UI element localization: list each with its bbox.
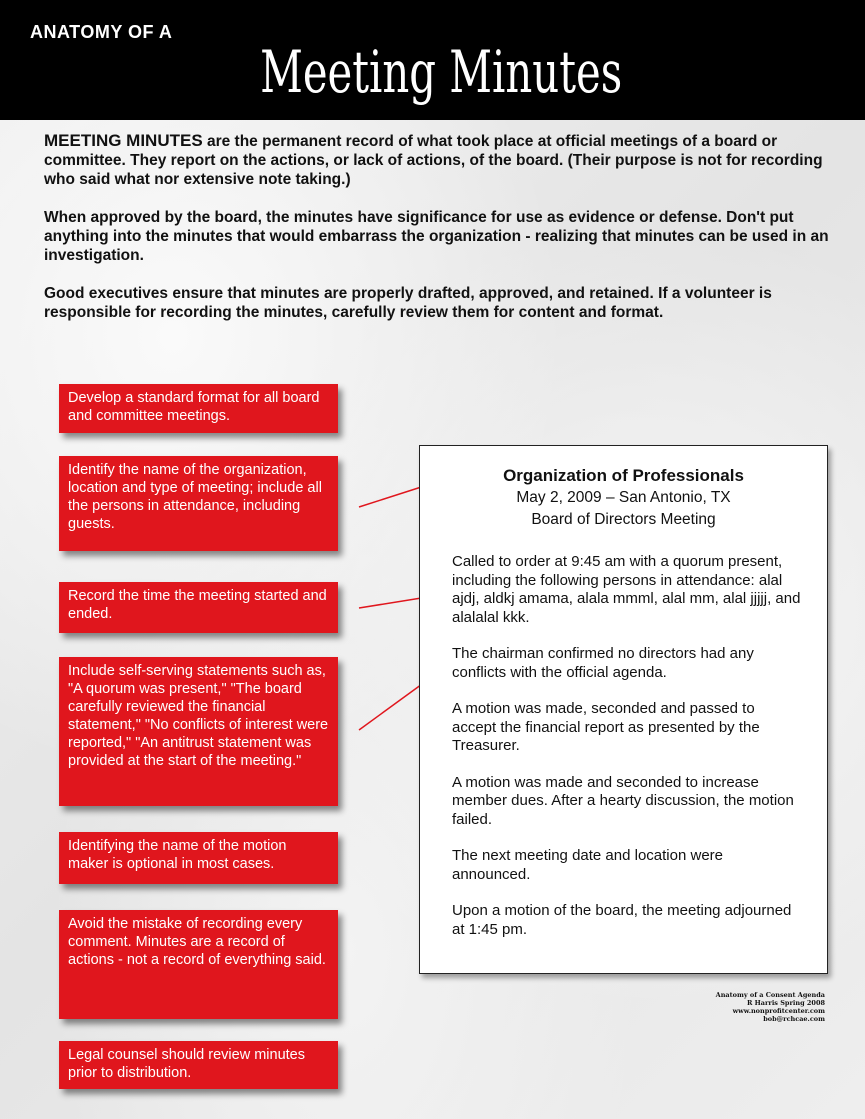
- minutes-org-name: Organization of Professionals: [503, 466, 744, 485]
- minutes-paragraph: The next meeting date and location were announced.: [452, 847, 724, 883]
- minutes-date-location: May 2, 2009 – San Antonio, TX: [516, 489, 731, 506]
- minutes-paragraph: Called to order at 9:45 am with a quorum present, including the following persons in attendance: alal ajdj, aldkj amama, alala mmml, alal mm, alal jjjjj, and alalalal kkk.: [452, 553, 801, 626]
- callout-legal-counsel: Legal counsel should review minutes prior to distribution.: [59, 1041, 338, 1089]
- minutes-paragraph: A motion was made and seconded to increase member dues. After a hearty discussion, the motion failed.: [452, 773, 794, 828]
- callout-record-time: Record the time the meeting started and ended.: [59, 582, 338, 633]
- minutes-paragraph: A motion was made, seconded and passed to accept the financial report as presented by the Treasurer.: [452, 700, 760, 754]
- minutes-meeting-type: Board of Directors Meeting: [531, 511, 716, 528]
- intro-text: [44, 131, 834, 341]
- sample-minutes-document: [419, 445, 828, 974]
- header-kicker: ANATOMY OF A: [30, 22, 173, 42]
- credit-line: www.nonprofitcenter.com: [732, 1007, 825, 1015]
- intro-paragraph-2: When approved by the board, the minutes have significance for use as evidence or defense. Don't put anything into the minutes that would embarrass the organization - realizing that minutes can be used in an investigation.: [44, 209, 829, 264]
- credit-line: Anatomy of a Consent Agenda: [715, 991, 825, 999]
- intro-p1-rest: are the permanent record of what took place at official meetings of a board or committee. They report on the actions, or lack of actions, of the board. (Their purpose is not for recording who said what nor extensive note taking.): [44, 133, 823, 188]
- callout-standard-format: Develop a standard format for all board and committee meetings.: [59, 384, 338, 433]
- minutes-heading: [420, 465, 827, 531]
- callout-self-serving-statements: Include self-serving statements such as, "A quorum was present," "The board carefully reviewed the financial statement," "No conflicts of interest were reported," "An antitrust statement was provided at the start of the meeting.": [59, 657, 338, 806]
- intro-paragraph-3: Good executives ensure that minutes are properly drafted, approved, and retained. If a volunteer is responsible for recording the minutes, carefully review them for content and format.: [44, 285, 772, 321]
- credit-line: bob@rchcae.com: [763, 1015, 825, 1023]
- page-header: [0, 0, 865, 120]
- page-title: Meeting Minutes: [260, 38, 623, 106]
- credits: [625, 991, 825, 1023]
- minutes-body: [452, 553, 803, 939]
- intro-paragraph-1: [44, 131, 834, 189]
- callout-identify-organization: Identify the name of the organization, location and type of meeting; include all the persons in attendance, including guests.: [59, 456, 338, 551]
- callout-avoid-every-comment: Avoid the mistake of recording every comment. Minutes are a record of actions - not a record of everything said.: [59, 910, 338, 1019]
- intro-lead: MEETING MINUTES: [44, 131, 203, 150]
- minutes-paragraph: The chairman confirmed no directors had any conflicts with the official agenda.: [452, 645, 754, 681]
- callout-motion-maker: Identifying the name of the motion maker is optional in most cases.: [59, 832, 338, 884]
- minutes-paragraph: Upon a motion of the board, the meeting adjourned at 1:45 pm.: [452, 902, 792, 938]
- credit-line: R Harris Spring 2008: [746, 999, 825, 1007]
